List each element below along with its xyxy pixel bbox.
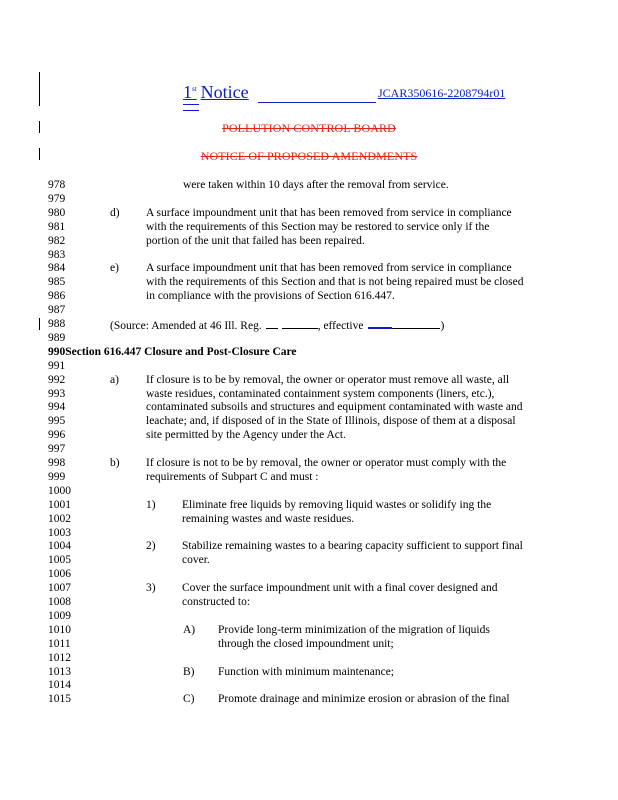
document-line xyxy=(0,359,618,373)
line-number: 1006 xyxy=(48,568,71,581)
section-heading: 990Section 616.447 Closure and Post-Closure Care xyxy=(48,345,297,358)
line-number: 1008 xyxy=(48,596,71,608)
document-line xyxy=(0,317,618,331)
line-text: remaining wastes and waste residues. xyxy=(182,512,355,525)
document-line xyxy=(0,220,618,234)
line-text: leachate; and, if disposed of in the State of Illinois, dispose of them at a disposal xyxy=(146,415,516,428)
line-number: 987 xyxy=(48,304,66,317)
notice-rule xyxy=(258,102,376,103)
item-marker: 2) xyxy=(146,540,156,553)
line-text: contaminated subsoils and structures and equipment contaminated with waste and xyxy=(146,401,523,414)
line-number: 1004 xyxy=(48,540,71,553)
line-number: 999 xyxy=(48,470,66,483)
document-line xyxy=(0,303,618,317)
document-line xyxy=(0,261,618,275)
line-number: 1007 xyxy=(48,582,71,595)
effective-date-blank-inserted xyxy=(368,317,392,329)
document-line xyxy=(0,456,618,470)
line-number: 994 xyxy=(48,401,66,414)
line-text: If closure is not to be by removal, the owner or operator must comply with the xyxy=(146,457,507,469)
line-number: 1009 xyxy=(48,609,71,622)
document-line xyxy=(0,345,618,359)
item-marker: C) xyxy=(183,693,195,706)
document-line xyxy=(0,692,618,706)
line-text: were taken within 10 days after the removal from service. xyxy=(183,179,449,191)
line-text: Stabilize remaining wastes to a bearing capacity sufficient to support final xyxy=(182,540,523,553)
line-number: 1014 xyxy=(48,679,71,692)
line-number: 981 xyxy=(48,220,66,233)
document-line xyxy=(0,665,618,679)
document-line xyxy=(0,498,618,512)
document-line xyxy=(0,289,618,303)
document-line xyxy=(0,428,618,442)
line-text: with the requirements of this Section and that is not being repaired must be closed xyxy=(146,276,524,289)
document-line xyxy=(0,248,618,262)
notice-number: 1st Notice xyxy=(183,82,249,102)
line-text: through the closed impoundment unit; xyxy=(218,637,394,650)
line-number: 982 xyxy=(48,234,66,247)
line-number: 985 xyxy=(48,276,66,289)
source-note-effective: , effective xyxy=(317,320,364,332)
document-line xyxy=(0,609,618,623)
line-text: constructed to: xyxy=(182,596,251,608)
line-number: 983 xyxy=(48,248,66,261)
line-number: 1002 xyxy=(48,512,71,525)
item-marker: a) xyxy=(110,373,119,386)
notice-header xyxy=(0,82,618,108)
source-note-close: ) xyxy=(440,320,445,332)
line-number: 998 xyxy=(48,457,66,469)
notice-double-underline xyxy=(183,104,199,111)
line-number: 995 xyxy=(48,415,66,428)
line-number: 986 xyxy=(48,290,66,303)
line-text: in compliance with the provisions of Section 616.447. xyxy=(146,290,395,303)
document-line xyxy=(0,373,618,387)
line-text: requirements of Subpart C and must : xyxy=(146,470,319,483)
document-line xyxy=(0,637,618,651)
document-line xyxy=(0,178,618,192)
line-number: 1001 xyxy=(48,498,71,511)
document-line xyxy=(0,442,618,456)
line-number: 1000 xyxy=(48,484,71,497)
document-line xyxy=(0,567,618,581)
document-line xyxy=(0,331,618,345)
document-line xyxy=(0,192,618,206)
line-text: If closure is to be by removal, the owner or operator must remove all waste, all xyxy=(146,373,510,386)
line-number: 979 xyxy=(48,192,66,205)
source-note-prefix: (Source: Amended at 46 Ill. Reg. xyxy=(110,320,262,332)
item-marker: 1) xyxy=(146,498,156,511)
document-line xyxy=(0,512,618,526)
line-text: Provide long-term minimization of the migration of liquids xyxy=(218,623,490,636)
board-title-deleted: POLLUTION CONTROL BOARD xyxy=(222,121,396,135)
line-number: 993 xyxy=(48,387,66,400)
line-number: 997 xyxy=(48,443,66,456)
item-marker: b) xyxy=(110,457,120,469)
line-text: Promote drainage and minimize erosion or abrasion of the final xyxy=(218,693,510,706)
item-marker: e) xyxy=(110,262,119,275)
line-text: Eliminate free liquids by removing liquid wastes or solidify ing the xyxy=(182,498,492,511)
line-text: A surface impoundment unit that has been removed from service in compliance xyxy=(146,206,512,219)
line-number: 984 xyxy=(48,262,66,275)
line-text: cover. xyxy=(182,554,210,567)
line-number: 1011 xyxy=(48,637,71,650)
page-blank xyxy=(282,318,318,329)
document-line xyxy=(0,275,618,289)
line-text: A surface impoundment unit that has been removed from service in compliance xyxy=(146,262,512,275)
line-number: 978 xyxy=(48,179,66,191)
document-line xyxy=(0,414,618,428)
line-number: 1010 xyxy=(48,623,71,636)
item-marker: B) xyxy=(183,665,195,678)
document-line xyxy=(0,678,618,692)
line-number: 1013 xyxy=(48,665,71,678)
line-text: portion of the unit that failed has been repaired. xyxy=(146,234,365,247)
document-line xyxy=(0,581,618,595)
document-line xyxy=(0,234,618,248)
line-text: Cover the surface impoundment unit with a final cover designed and xyxy=(182,582,498,595)
line-number: 991 xyxy=(48,359,66,372)
line-number: 996 xyxy=(48,429,66,442)
document-line xyxy=(0,595,618,609)
document-line xyxy=(0,400,618,414)
document-line xyxy=(0,623,618,637)
document-line xyxy=(0,553,618,567)
item-marker: 3) xyxy=(146,582,156,595)
line-number: 989 xyxy=(48,331,66,344)
notice-title-deleted: NOTICE OF PROPOSED AMENDMENTS xyxy=(200,149,418,163)
item-marker: A) xyxy=(183,623,196,636)
line-text: site permitted by the Agency under the Act. xyxy=(146,429,346,442)
line-text: Function with minimum maintenance; xyxy=(218,665,394,678)
line-number: 1003 xyxy=(48,526,71,539)
line-number: 1012 xyxy=(48,651,71,664)
document-line xyxy=(0,206,618,220)
line-number: 1005 xyxy=(48,554,71,567)
document-line xyxy=(0,651,618,665)
jcar-code: JCAR350616-2208794r01 xyxy=(378,86,506,100)
line-number: 988 xyxy=(48,318,66,330)
document-line xyxy=(0,387,618,401)
line-text: waste residues, contaminated containment system components (liners, etc.), xyxy=(146,387,495,400)
line-number: 992 xyxy=(48,373,66,386)
line-number: 980 xyxy=(48,206,66,219)
document-line xyxy=(0,470,618,484)
document-line xyxy=(0,526,618,540)
line-number: 1015 xyxy=(48,693,71,706)
effective-date-blank xyxy=(392,318,440,329)
volume-blank xyxy=(266,318,278,329)
item-marker: d) xyxy=(110,206,120,219)
document-line xyxy=(0,539,618,553)
line-text: with the requirements of this Section may be restored to service only if the xyxy=(146,220,490,233)
document-line xyxy=(0,484,618,498)
